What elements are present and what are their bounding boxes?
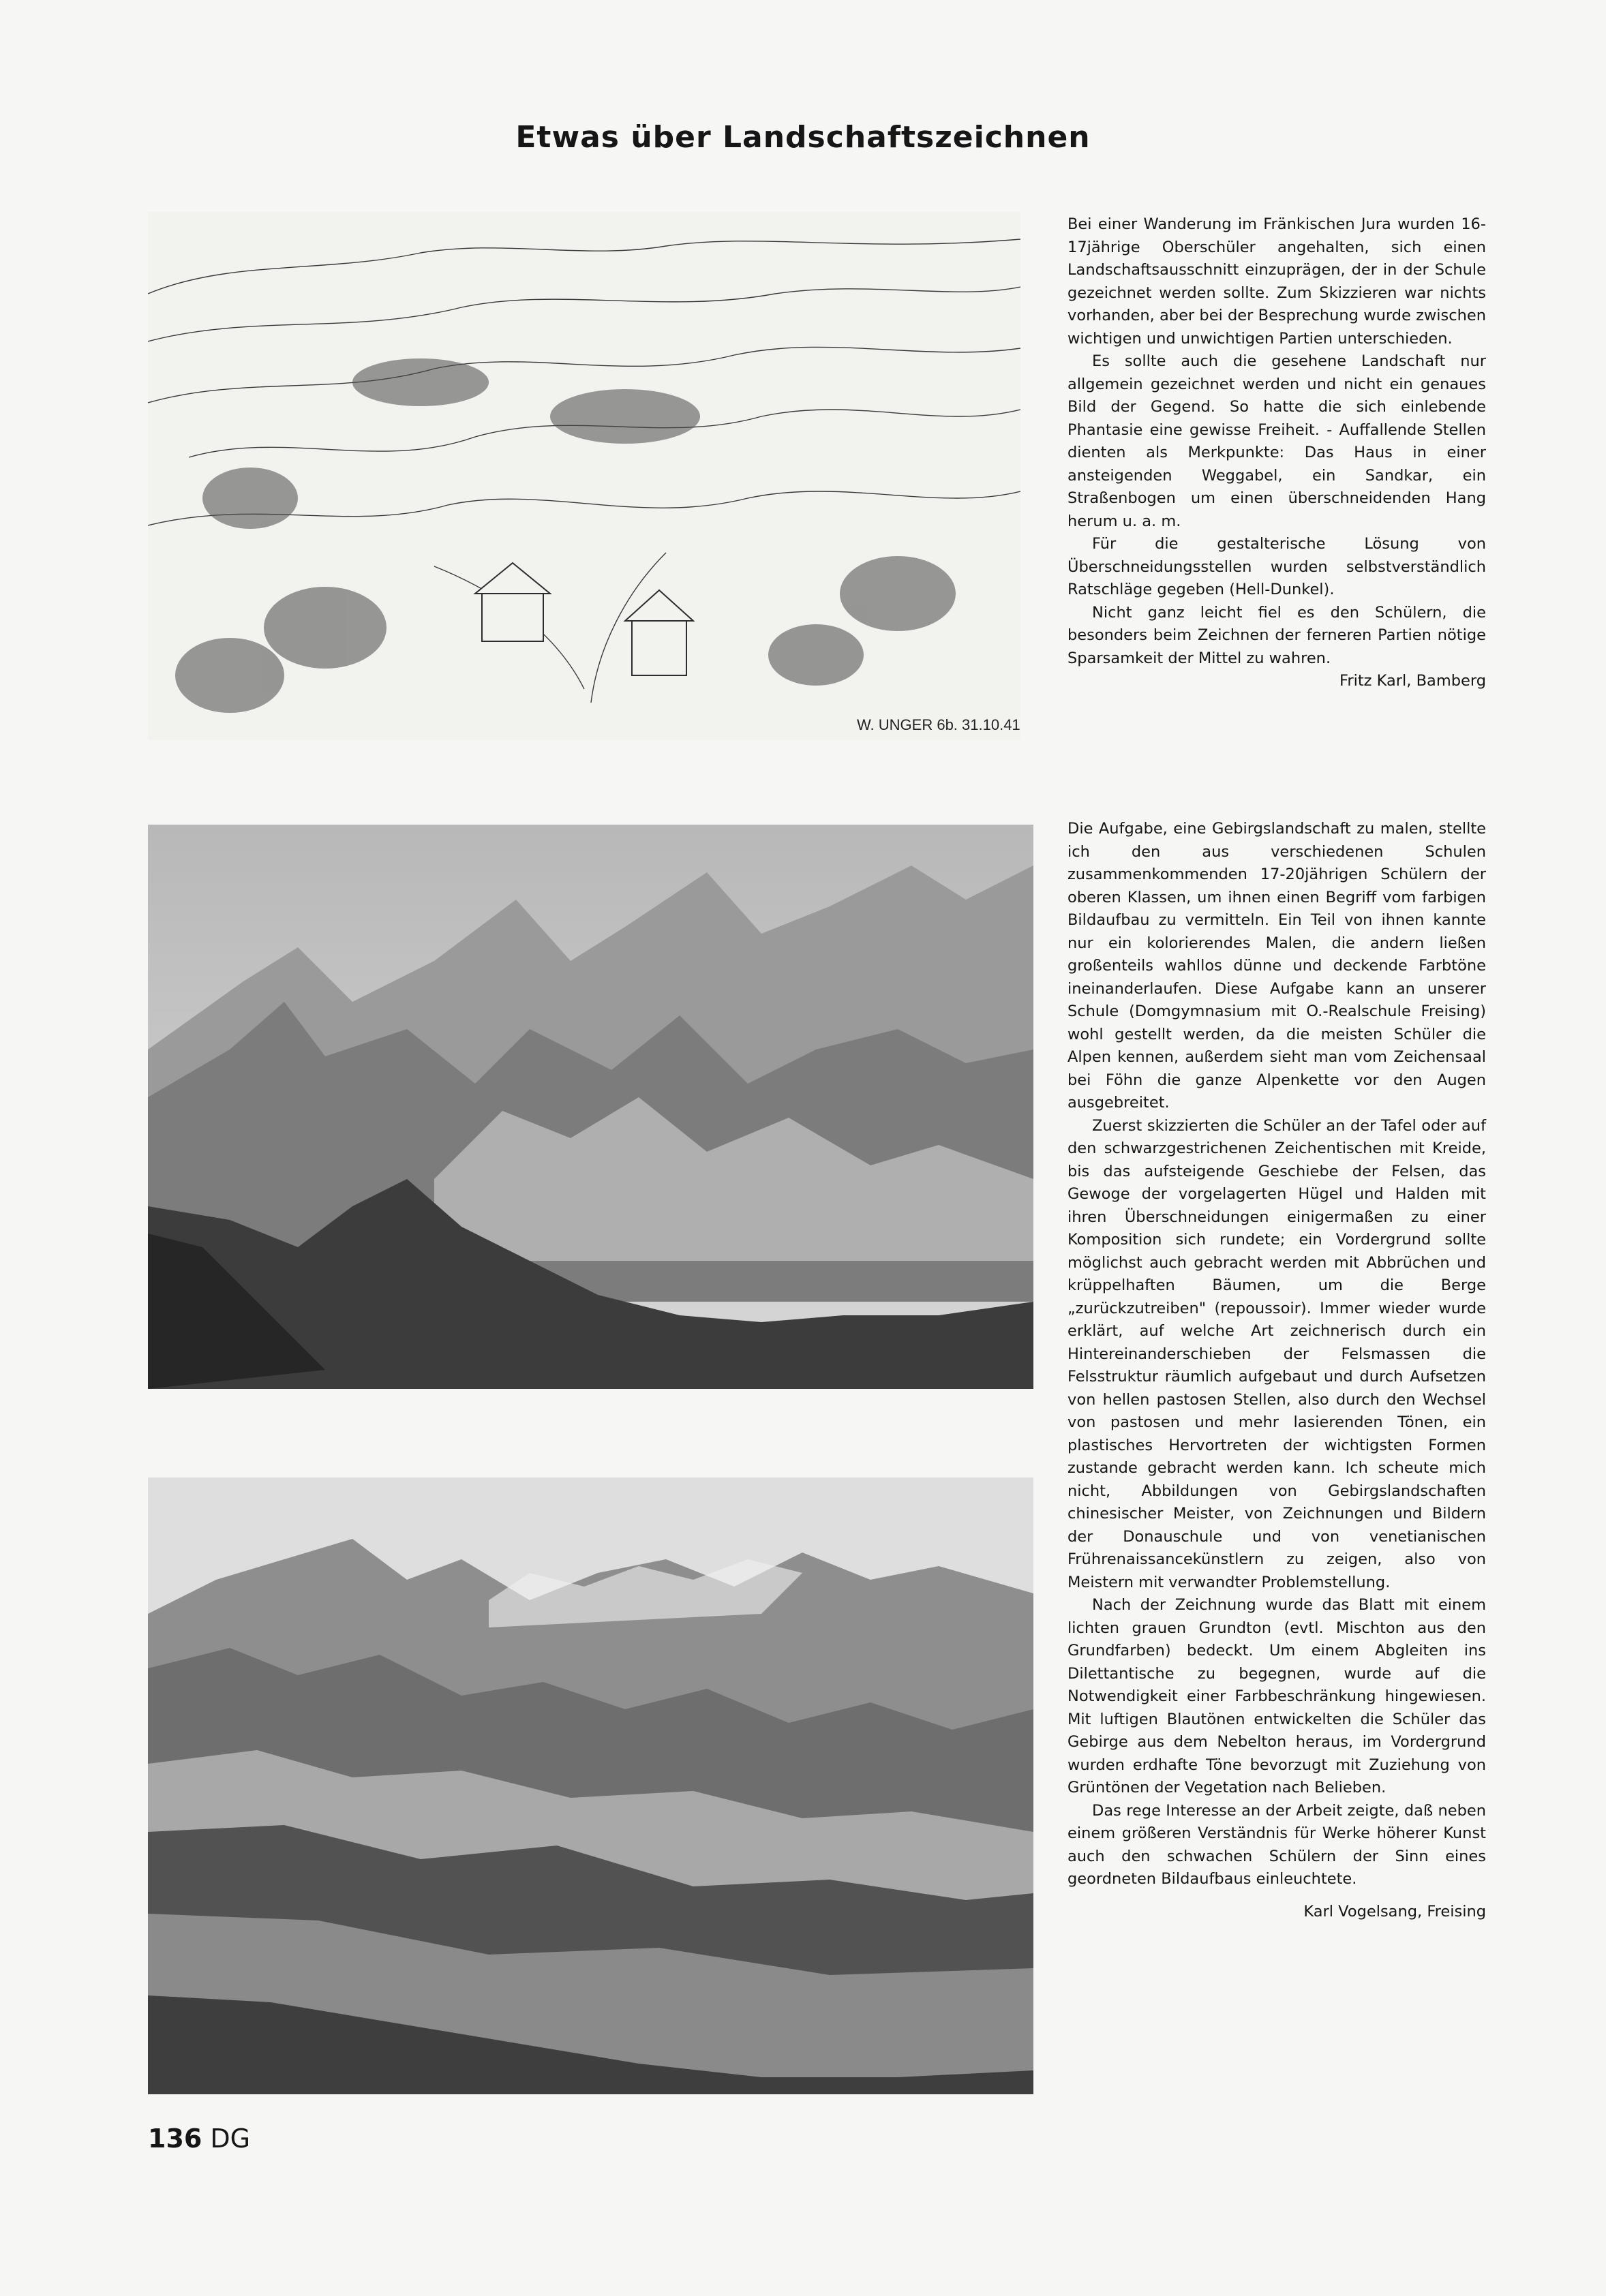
article-fritz-karl — [1067, 213, 1486, 693]
landscape-sketch-image — [148, 212, 1020, 740]
sketch-signature: W. UNGER 6b. 31.10.41 — [857, 716, 1020, 733]
page-footer — [148, 2124, 250, 2154]
alpine-valley-painting-image — [148, 1478, 1033, 2094]
paragraph: Es sollte auch die gesehene Landschaft nur allgemein gezeichnet werden und nicht ein genaues Bild der Gegend. So hatte die sich einlebende Phantasie eine gewisse Freiheit. - Auffallende Stellen dienten als Merkpunkte: Das Haus in einer ansteigenden Weggabel, ein Sandkar, ein Straßenbogen um einen überschneidenden Hang herum u. a. m. — [1067, 352, 1486, 530]
page-title: Etwas über Landschaftszeichnen — [515, 120, 1091, 155]
journal-name: DG — [210, 2124, 251, 2154]
article-karl-vogelsang — [1067, 818, 1486, 1923]
paragraph: Nach der Zeichnung wurde das Blatt mit einem lichten grauen Grundton (evtl. Mischton aus den Grundfarben) bedeckt. Um einem Abgleiten ins Dilettantische zu begegnen, wurde auf die Notwendigkeit einer Farbbeschränkung hingewiesen. Mit luftigen Blautönen entwickelten die Schüler das Gebirge aus dem Nebelton heraus, im Vordergrund wurden erdhafte Töne bevorzugt mit Zuziehung von Grüntönen der Vegetation nach Belieben. — [1067, 1596, 1486, 1796]
paragraph: Die Aufgabe, eine Gebirgslandschaft zu malen, stellte ich den aus verschiedenen Schulen zusammenkommenden 17-20jährigen Schülern der oberen Klassen, um ihnen einen Begriff vom farbigen Bildaufbau zu vermitteln. Ein Teil von ihnen kannte nur ein kolorierendes Malen, die andern ließen großenteils wahllos dünne und deckende Farbtöne ineinanderlaufen. Diese Aufgabe kann an unserer Schule (Domgymnasium mit O.-Realschule Freising) wohl gestellt werden, da die meisten Schüler die Alpen kennen, außerdem sieht man vom Zeichensaal bei Föhn die ganze Alpenkette vor den Augen ausgebreitet. — [1067, 820, 1486, 1112]
paragraph: Bei einer Wanderung im Fränkischen Jura wurden 16-17jährige Oberschüler angehalten, sich einen Landschaftsausschnitt einzuprägen, der in der Schule gezeichnet werden sollte. Zum Skizzieren war nichts vorhanden, aber bei der Besprechung wurde zwischen wichtigen und unwichtigen Partien unterschieden. — [1067, 215, 1486, 348]
mountain-painting-image — [148, 825, 1033, 1389]
paragraph: Zuerst skizzierten die Schüler an der Tafel oder auf den schwarzgestrichenen Zeichentischen mit Kreide, bis das aufsteigende Geschiebe der Felsen, das Gewoge der vorgelagerten Hügel und Halden mit ihren Überschneidungen einigermaßen zu einer Komposition sich rundete; ein Vordergrund sollte möglichst auch gebracht werden mit Abbrüchen und krüppelhaften Bäumen, um die Berge „zurückzutreiben" (repoussoir). Immer wieder wurde erklärt, auf welche Art zeichnerisch durch ein Hintereinanderschieben der Felsmassen die Felsstruktur räumlich aufgebaut und durch Aufsetzen von hellen pastosen Stellen, also durch den Wechsel von pastosen und mehr lasierenden Tönen, ein plastisches Hervortreten der wichtigsten Formen zustande gebracht werden kann. Ich scheute mich nicht, Abbildungen von Gebirgslandschaften chinesischer Meister, von Zeichnungen und Bildern der Donauschule und von venetianischen Frührenaissancekünstlern zu zeigen, also von Meistern mit verwandter Problemstellung. — [1067, 1116, 1486, 1591]
paragraph: Für die gestalterische Lösung von Überschneidungsstellen wurden selbstverständlich Ratschläge gegeben (Hell-Dunkel). — [1067, 535, 1486, 598]
alpine-valley-painting-drawing — [148, 1478, 1033, 2094]
landscape-sketch-drawing — [148, 212, 1020, 740]
page-number: 136 — [148, 2124, 202, 2154]
author-signature: Karl Vogelsang, Freising — [1303, 1902, 1486, 1920]
author-signature: Fritz Karl, Bamberg — [1339, 672, 1486, 690]
paragraph: Nicht ganz leicht fiel es den Schülern, die besonders beim Zeichnen der ferneren Partien nötige Sparsamkeit der Mittel zu wahren. — [1067, 603, 1486, 667]
paragraph: Das rege Interesse an der Arbeit zeigte, daß neben einem größeren Verständnis für Werke höherer Kunst auch den schwachen Schülern der Sinn eines geordneten Bildaufbaus einleuchtete. — [1067, 1801, 1486, 1888]
mountain-painting-drawing — [148, 825, 1033, 1389]
